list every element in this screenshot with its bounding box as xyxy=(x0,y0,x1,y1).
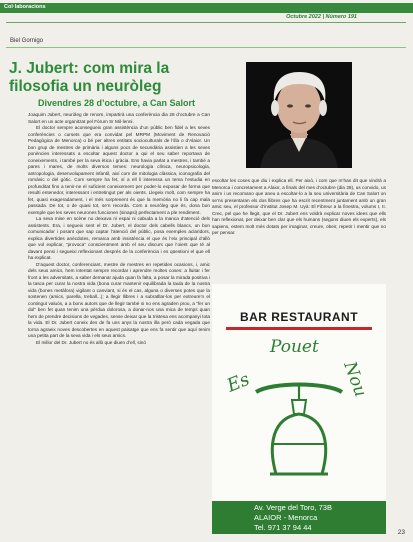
divider xyxy=(6,22,406,23)
article-subtitle: Divendres 28 d’octubre, a Can Salort xyxy=(38,98,196,108)
restaurant-advertisement xyxy=(212,284,386,530)
paragraph: escoltar les coses que diu i explica ell. Per això, i com que m’han dit que vindrà a Menorca i concretament a Alaior, a finals del mes d’octubre (dia 28), us convido, us anim i us recomano que aneu a escoltar-lo a la seu universitària de Can Salort on se’ns presentaran els dos llibres que ha escrit recentment juntament amb un gran amic seu, el professor d’institut Josep M. Uyà: El Fibreur a la finestra, volums I, II. Crec, pel que he llegit, que el Dr. Jubert ens voldrà explicar noves idees que ells han reflexionat, per deixar ben clar que els humans (segons diuen els experts), els sapiens, estem molt més dotats per imaginar, creure, obeir, repetir i mentir que no per pensar. xyxy=(212,178,386,235)
ad-address: Av. Verge del Toro, 73B xyxy=(254,503,332,512)
divider xyxy=(6,47,406,48)
article-column-2 xyxy=(212,178,386,237)
article-title: J. Jubert: com mira la filosofia un neuròleg xyxy=(9,60,170,95)
ad-contact-box xyxy=(212,501,386,534)
ad-title: BAR RESTAURANT xyxy=(239,310,359,324)
well-logo xyxy=(212,334,386,499)
author-name: Biel Gornigo xyxy=(10,38,44,44)
section-label: Col·laboracions xyxy=(4,4,46,10)
portrait-photo xyxy=(246,62,352,168)
paragraph: El doctor sempre aconsegueix gran assistència d’un públic ben fidel a les seves conferències o cursets que era convidat pel MRPM (Moviment de Renovació Pedagògica de Menorca) o bé per altres entitats socioculturals de l’illa o d’Alaior. Un bon grup de mestres de primària i alguns pocs de secundària assistien a les seves ponències interessats a escoltar aquest doctor a qui el seu saber reportava de coneixements, i també per la seva ètica i gràcia. Ens havia parlat a mestres, i també a pares i mares, de molts diversos temes: neurologia clínica, neuropsicologia, antropologia, desenvolupament infantil, així com de mitologia clàssica, iconografia del romànic o del gòtic. Com sempre ha fet, sí a ell li interessa un tema l’estudia en profunditat fins a tenir-ne el suficient coneixement per poder-lo exposar de forma que resulti entenedor, interessant i entretingut per als oients. Llegeix molt, com sempre ha fet, quasi exageradament, i el més sorprenent és que la memòria no li fa cap mala passada. De tot, o de quasi tot, se’n recorda. Com a neuròleg que és, dona bon exemple que les seves neurones funcionen (sinapsi) perfectament a ple rendiment. xyxy=(28,125,210,215)
portrait-image xyxy=(246,62,352,168)
article-column-1 xyxy=(28,112,210,346)
logo-script-left: Es xyxy=(224,368,253,397)
ad-city: ALAIOR - Menorca xyxy=(254,513,318,522)
logo-script-mid: Pouet xyxy=(270,337,319,357)
section-bar xyxy=(0,3,413,13)
paragraph: Joaquim Jubert, neuròleg de renom, impartirà una conferència dia 28 d’octubre a Can Salort en un acte organitzat pel Fòrum Sr Mil·lenni. xyxy=(28,112,210,124)
ad-phone: Tel. 971 37 94 44 xyxy=(254,523,312,532)
logo-script-right: Nou xyxy=(339,358,371,400)
ad-divider xyxy=(226,327,372,330)
paragraph: La seva mise en scène no deixava ni espai ni cabuda a la manca d’atenció dels assistents. Era, i segueix sent el Dr. Jubert, el doctor dels cabells blancs, un bon comunicador i posant que sap captar l’atenció del públic, posa exemples aclaridors, explica divertides anècdotes, remarca amb insistència el que és l’eix principal d’allò que vol explicar, “provoca” conscientment amb el seu discurs que l’oient que té al davant pensi i segueixi reflexionant després de la conferència i es qüestioni el que ell ha explicat. xyxy=(28,216,210,260)
paragraph: El millor del Dr. Jubert no és allò que diuen d’ell, sinó xyxy=(36,339,146,345)
paragraph: D’aquest doctor, conferenciant, mestre de mestres en repetides ocasions, i, amic dels seus amics, hem intentat sempre recordar i aprendre moltes coses: a lluitar i fer front a les adversitats, a saber demanar ajuda quan fa falta, a posar la mirada positiva i la tasca per curar la nostra vida (bona curar mantenir equilibrada la taula de la nostra vida (bones metàfora) vigilant o canviant, si és el cas, alguna o diverses potes que la sostenen (amics, parella, treball...); a llegir llibres i a subratllar-los per extreure’n el contingut valuós, a a bons autors que de llegir també si no ens agraden prou, a “fer un dol” ben fet quan tenim una pèrdua dolorosa, a donar-nos una mica de temps quan hem de prendre decisions de vegades, sense deixar que la tristesa ens acompanyi tota la vida. El Dr. Jubert coneix des de fa uns anys la nostra illa però cada vegada que torna agraeix noves descobertes en aquest paisatge que ens fa sentir que aquí tenim una petita part de la seva vida i els seus amics. xyxy=(28,261,210,338)
issue-info: Octubre 2022 | Número 191 xyxy=(286,14,357,20)
page-number: 23 xyxy=(397,529,405,536)
